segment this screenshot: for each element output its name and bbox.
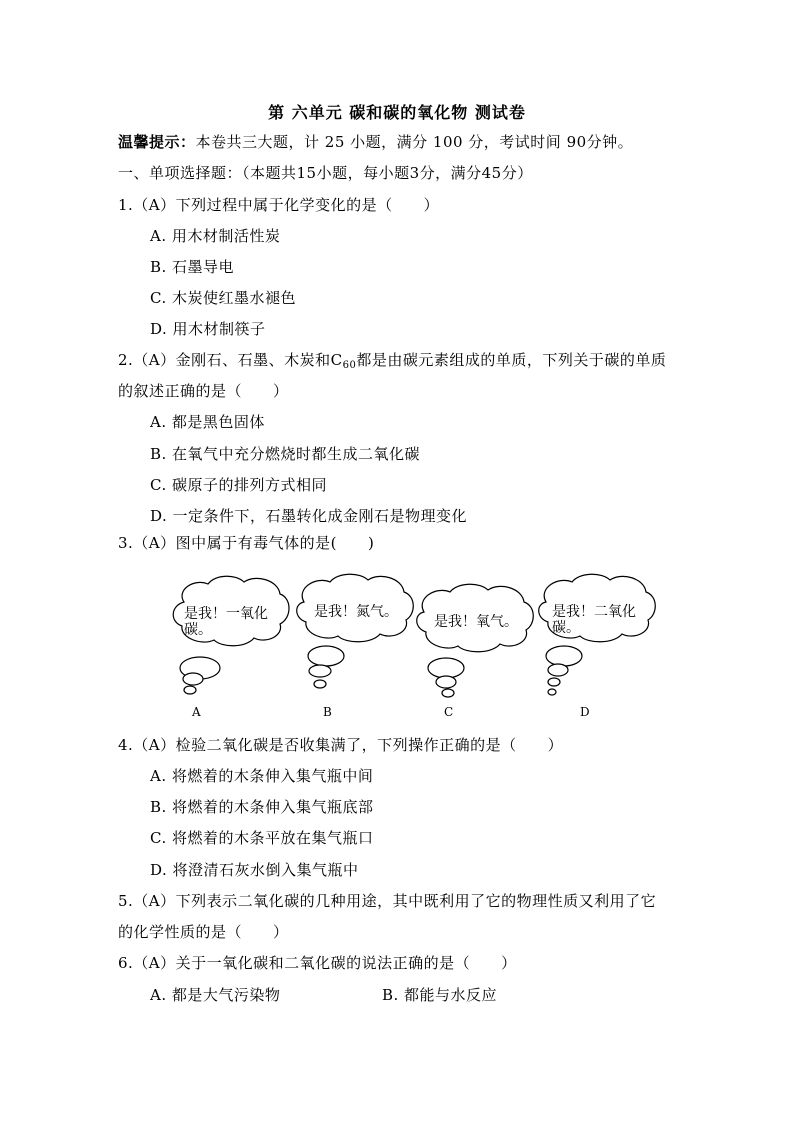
question-6-option-a: A. 都是大气污染物 <box>150 986 281 1004</box>
formula-c60 <box>331 351 357 369</box>
question-4-option-c: C. 将燃着的木条平放在集气瓶口 <box>150 829 374 847</box>
tip-line <box>118 132 633 152</box>
cloud-a-text-line1: 是我！一氧化 <box>184 606 268 622</box>
question-4-option-a: A. 将燃着的木条伸入集气瓶中间 <box>150 767 374 785</box>
cloud-c <box>417 584 534 697</box>
question-3-stem: 3.（A）图中属于有毒气体的是( ) <box>118 534 375 552</box>
gas-clouds-figure <box>166 572 662 722</box>
question-4-stem: 4.（A）检验二氧化碳是否收集满了，下列操作正确的是（ ） <box>118 736 564 754</box>
cloud-a-text-line2: 碳。 <box>184 622 212 638</box>
question-2-option-c: C. 碳原子的排列方式相同 <box>150 476 327 494</box>
question-2-option-d: D. 一定条件下，石墨转化成金刚石是物理变化 <box>150 507 468 525</box>
question-2-option-b: B. 在氧气中充分燃烧时都生成二氧化碳 <box>150 445 421 463</box>
question-4-option-b: B. 将燃着的木条伸入集气瓶底部 <box>150 798 374 816</box>
question-2-stem-line2: 的叙述正确的是（ ） <box>118 382 289 400</box>
question-2-stem <box>118 350 666 376</box>
question-4-option-d: D. 将澄清石灰水倒入集气瓶中 <box>150 861 359 879</box>
question-6-stem: 6.（A）关于一氧化碳和二氧化碳的说法正确的是（ ） <box>118 954 517 972</box>
question-6-option-b: B. 都能与水反应 <box>382 986 498 1004</box>
cloud-c-text-line1: 是我！氧气。 <box>434 614 518 630</box>
question-1-stem: 1.（A）下列过程中属于化学变化的是（ ） <box>118 196 440 214</box>
tip-label: 温馨提示： <box>118 133 196 151</box>
cloud-d-text-line2: 碳。 <box>552 620 580 636</box>
cloud-a-label: A <box>192 705 201 719</box>
question-2-stem-end: 都是由碳元素组成的单质，下列关于碳的单质 <box>356 351 667 369</box>
question-1-option-b: B. 石墨导电 <box>150 258 235 276</box>
cloud-b-text-line1: 是我！氮气。 <box>314 604 398 620</box>
question-5-stem-line2: 的化学性质的是（ ） <box>118 923 289 941</box>
cloud-d-text-line1: 是我！二氧化 <box>552 604 636 620</box>
cloud-c-label: C <box>444 705 454 719</box>
question-1-option-c: C. 木炭使红墨水褪色 <box>150 289 296 307</box>
question-5-stem: 5.（A）下列表示二氧化碳的几种用途，其中既利用了它的物理性质又利用了它 <box>118 892 657 910</box>
formula-symbol: C <box>330 351 343 369</box>
cloud-b <box>297 574 414 688</box>
formula-subscript: 60 <box>342 360 357 371</box>
tip-text: 本卷共三大题，计 25 小题，满分 100 分，考试时间 90分钟。 <box>195 133 634 151</box>
page-title: 第 六单元 碳和碳的氧化物 测试卷 <box>268 103 526 122</box>
question-1-option-a: A. 用木材制活性炭 <box>150 227 281 245</box>
section-heading: 一、单项选择题：（本题共15小题，每小题3分，满分45分） <box>118 164 533 182</box>
question-2-stem-start: 2.（A）金刚石、石墨、木炭和 <box>118 351 331 369</box>
cloud-d-label: D <box>580 705 590 719</box>
cloud-b-label: B <box>323 705 332 719</box>
question-1-option-d: D. 用木材制筷子 <box>150 320 266 338</box>
question-2-option-a: A. 都是黑色固体 <box>150 413 265 431</box>
